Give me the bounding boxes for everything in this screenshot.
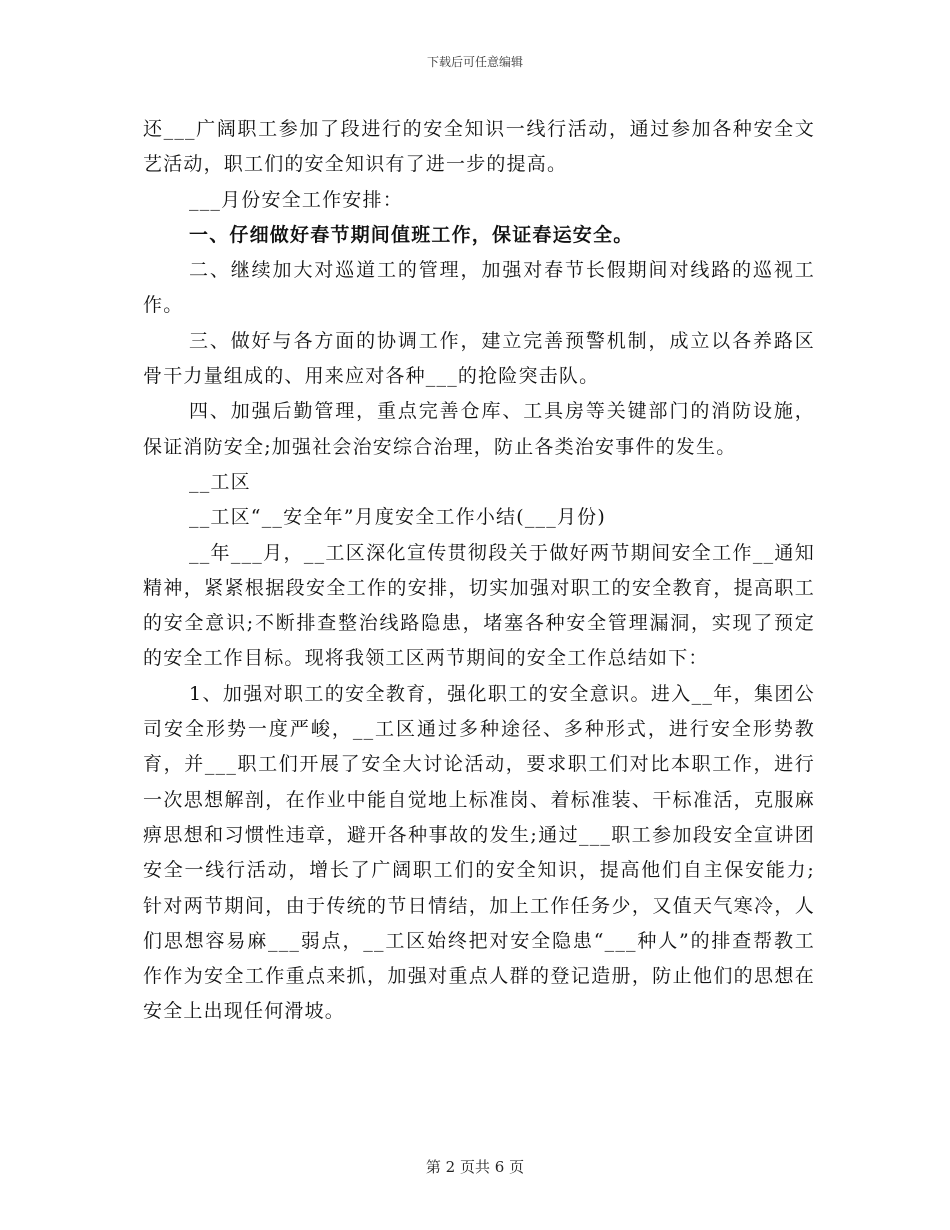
- paragraph-3-heading: 一、仔细做好春节期间值班工作，保证春运安全。: [189, 223, 634, 246]
- document-body: [143, 112, 815, 1030]
- paragraph-9: __年___月，__工区深化宣传贯彻段关于做好两节期间安全工作__通知精神，紧紧根据段安全工作的安排，切实加强对职工的安全教育，提高职工的安全意识;不断排查整治线路隐患，堵塞各种安全管理漏洞，实现了预定的安全工作目标。现将我领工区两节期间的安全工作总结如下：: [143, 541, 815, 670]
- paragraph-10: 1、加强对职工的安全教育，强化职工的安全意识。进入__年，集团公司安全形势一度严峻，__工区通过多种途径、多种形式，进行安全形势教育，并___职工们开展了安全大讨论活动，要求职工们对比本职工作，进行一次思想解剖，在作业中能自觉地上标准岗、着标准装、干标准活，克服麻痹思想和习惯性违章，避开各种事故的发生;通过___职工参加段安全宣讲团安全一线行活动，增长了广阔职工们的安全知识，提高他们自主保安能力;针对两节期间，由于传统的节日情结，加上工作任务少，又值天气寒冷，人们思想容易麻___弱点，__工区始终把对安全隐患“___种人”的排查帮教工作作为安全工作重点来抓，加强对重点人群的登记造册，防止他们的思想在安全上出现任何滑坡。: [143, 682, 815, 1023]
- page-footer: 第 2 页共 6 页: [425, 1158, 525, 1176]
- paragraph-7: __工区: [189, 470, 251, 493]
- paragraph-1: 还___广阔职工参加了段进行的安全知识一线行活动，通过参加各种安全文艺活动，职工们的安全知识有了进一步的提高。: [143, 118, 815, 176]
- paragraph-4: 二、继续加大对巡道工的管理，加强对春节长假期间对线路的巡视工作。: [143, 259, 815, 317]
- paragraph-5: 三、做好与各方面的协调工作，建立完善预警机制，成立以各养路区骨干力量组成的、用来应对各种___的抢险突击队。: [143, 329, 815, 388]
- paragraph-6: 四、加强后勤管理，重点完善仓库、工具房等关键部门的消防设施，保证消防安全;加强社会治安综合治理，防止各类治安事件的发生。: [143, 400, 815, 458]
- page-header: 下载后可任意编辑: [426, 55, 523, 69]
- paragraph-8-title: __工区“__安全年”月度安全工作小结(___月份): [189, 506, 606, 529]
- paragraph-2: ___月份安全工作安排：: [189, 188, 403, 211]
